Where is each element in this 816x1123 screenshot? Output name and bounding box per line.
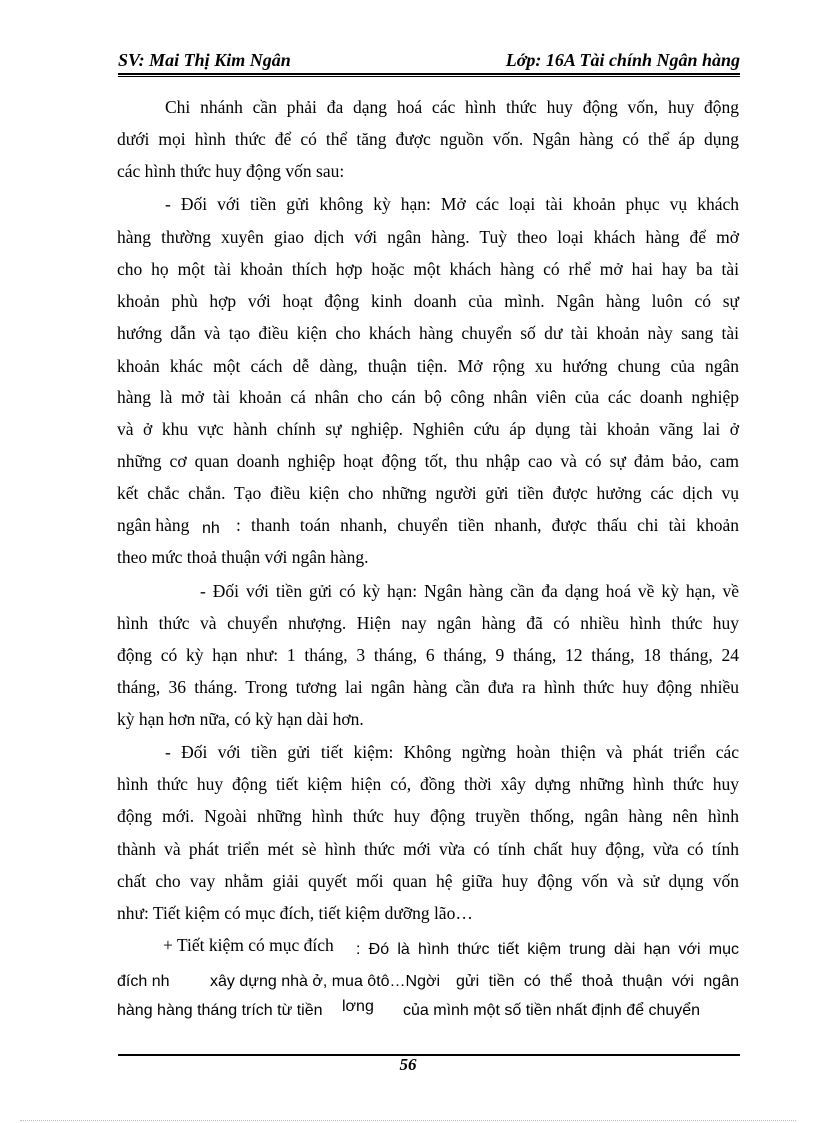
body-line: cho họ một tài khoản thích hợp hoặc một khách hàng có rhể mở hai hay ba tài xyxy=(117,259,739,279)
body-line: theo mức thoả thuận với ngân hàng. xyxy=(117,547,369,567)
body-line: thành và phát triển mét sè hình thức mới vừa có tính chất huy động, vừa có tính xyxy=(117,839,739,859)
body-line: khoản khác một cách dễ dàng, thuận tiện. Mở rộng xu hướng chung của ngân xyxy=(117,356,739,376)
body-line: chất cho vay nhằm giải quyết mối quan hệ giữa huy động vốn và sử dụng vốn xyxy=(117,871,739,891)
body-line: Chi nhánh cần phải đa dạng hoá các hình thức huy động vốn, huy động xyxy=(165,97,739,117)
body-line: và ở khu vực hành chính sự nghiệp. Nghiên cứu áp dụng tài khoản vãng lai ở xyxy=(117,419,739,439)
body-line: hướng dẫn và tạo điều kiện cho khách hàng chuyển số dư tài khoản này sang tài xyxy=(117,323,739,343)
body-line: đích nh xyxy=(117,973,170,990)
body-line: hàng thường xuyên giao dịch với ngân hàng. Tuỳ theo loại khách hàng để mở xyxy=(117,227,739,247)
body-line: của mình một số tiền nhất định để chuyển xyxy=(403,1002,701,1019)
page-edge-divider xyxy=(20,1120,796,1121)
body-line: hình thức huy động tiết kiệm hiện có, đồng thời xây dựng những hình thức huy xyxy=(117,774,739,794)
body-line: ngân hàng xyxy=(117,515,190,535)
body-line: : thanh toán nhanh, chuyển tiền nhanh, được thấu chi tài khoản xyxy=(236,515,739,535)
body-line: những cơ quan doanh nghiệp hoạt động tốt, thu nhập cao và có sự đảm bảo, cam xyxy=(117,451,739,471)
body-line: gửi tiền có thể thoả thuận với ngân xyxy=(456,973,739,990)
header-rule-thin xyxy=(118,76,740,77)
body-line: hàng hàng tháng trích từ tiền xyxy=(117,1002,323,1019)
header-class-name: Lớp: 16A Tài chính Ngân hàng xyxy=(505,50,740,70)
body-line: động mới. Ngoài những hình thức huy động truyền thống, ngân hàng nên hình xyxy=(117,806,739,826)
body-line: hình thức và chuyển nhượng. Hiện nay ngân hàng đã có nhiều hình thức huy xyxy=(117,613,739,633)
body-line: kỳ hạn hơn nữa, có kỳ hạn dài hơn. xyxy=(117,709,364,729)
body-line: - Đối với tiền gửi tiết kiệm: Không ngừng hoàn thiện và phát triển các xyxy=(165,742,739,762)
header-rule xyxy=(118,73,740,75)
body-line: hàng là mở tài khoản cá nhân cho cán bộ công nhân viên của các doanh nghiệp xyxy=(117,387,739,407)
body-line: dưới mọi hình thức để có thể tăng được nguồn vốn. Ngân hàng có thể áp dụng xyxy=(117,129,739,149)
header-student-name: SV: Mai Thị Kim Ngân xyxy=(118,50,291,70)
body-line: các hình thức huy động vốn sau: xyxy=(117,161,345,181)
body-line: + Tiết kiệm có mục đích xyxy=(163,935,334,955)
body-line: - Đối với tiền gửi không kỳ hạn: Mở các loại tài khoản phục vụ khách xyxy=(165,194,739,214)
body-line: động có kỳ hạn như: 1 tháng, 3 tháng, 6 tháng, 9 tháng, 12 tháng, 18 tháng, 24 xyxy=(117,645,739,665)
body-line: như: Tiết kiệm có mục đích, tiết kiệm dưỡng lão… xyxy=(117,903,473,923)
body-line: : Đó là hình thức tiết kiệm trung dài hạn với mục xyxy=(356,941,739,958)
body-line-fragment: lơng xyxy=(342,998,374,1015)
body-line: xây dựng nhà ở, mua ôtô…Ngời xyxy=(210,973,441,990)
page-header xyxy=(118,48,740,72)
body-line: kết chắc chắn. Tạo điều kiện cho những người gửi tiền được hưởng các dịch vụ xyxy=(117,483,739,503)
body-line: khoản phù hợp với hoạt động kinh doanh của mình. Ngân hàng luôn có sự xyxy=(117,291,739,311)
page-number: 56 xyxy=(399,1055,417,1074)
body-line: tháng, 36 tháng. Trong tương lai ngân hàng cần đưa ra hình thức huy động nhiều xyxy=(117,677,739,697)
body-line-fragment: nh xyxy=(202,520,220,537)
body-line: - Đối với tiền gửi có kỳ hạn: Ngân hàng cần đa dạng hoá về kỳ hạn, về xyxy=(200,581,739,601)
